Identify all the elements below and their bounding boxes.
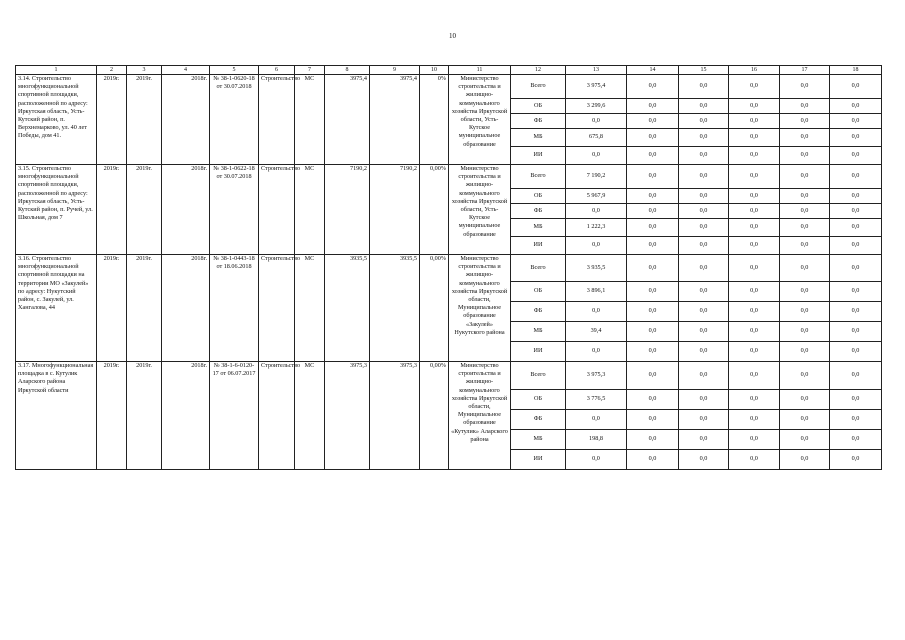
col-header: 2 [97,66,127,75]
table-row [16,165,882,189]
value-cell: 0,0 [679,189,729,204]
col-header: 18 [830,66,882,75]
value-cell: 0,0 [830,450,882,470]
ownership-cell: МС [295,362,325,470]
estimated-cost-cell: 3975,4 [325,75,370,165]
value-cell: 0,0 [627,99,679,114]
value-cell: 0,0 [679,114,729,129]
value-cell: 0,0 [729,75,780,99]
table-row [16,362,882,390]
value-cell: 0,0 [780,219,830,237]
ownership-cell: МС [295,165,325,255]
value-cell: 675,8 [566,129,627,147]
end-year-cell: 2019г. [127,255,162,362]
value-cell: 0,0 [627,237,679,255]
value-cell: 0,0 [679,342,729,362]
object-name-cell: 3.15. Строительство многофункциональной спортивной площадки, расположенной по адресу: Иркутская область, Усть-Кутский район, п. Ручей, ул. Школьная, дом 7 [16,165,97,255]
funding-source-cell: ФБ [511,204,566,219]
value-cell: 0,0 [627,147,679,165]
value-cell: 0,0 [679,282,729,302]
remaining-cost-cell: 3935,5 [370,255,420,362]
value-cell: 0,0 [830,147,882,165]
funding-source-cell: ОБ [511,189,566,204]
value-cell: 0,0 [627,219,679,237]
remaining-cost-cell: 3975,3 [370,362,420,470]
value-cell: 0,0 [729,147,780,165]
value-cell: 0,0 [729,189,780,204]
value-cell: 0,0 [729,99,780,114]
funding-source-cell: ИИ [511,237,566,255]
funding-source-cell: ИИ [511,342,566,362]
value-cell: 0,0 [566,302,627,322]
value-cell: 0,0 [780,322,830,342]
value-cell: 0,0 [627,390,679,410]
value-cell: 0,0 [679,450,729,470]
readiness-cell: 0% [420,75,449,165]
value-cell: 0,0 [729,204,780,219]
col-header: 14 [627,66,679,75]
value-cell: 0,0 [729,362,780,390]
value-cell: 3 299,6 [566,99,627,114]
work-type-cell: Строительство [259,75,295,165]
value-cell: 7 190,2 [566,165,627,189]
value-cell: 0,0 [679,322,729,342]
value-cell: 0,0 [566,237,627,255]
value-cell: 0,0 [830,219,882,237]
end-year-cell: 2019г. [127,165,162,255]
value-cell: 0,0 [566,114,627,129]
value-cell: 3 776,5 [566,390,627,410]
col-header: 10 [420,66,449,75]
value-cell: 0,0 [780,147,830,165]
value-cell: 0,0 [830,255,882,282]
value-cell: 0,0 [679,362,729,390]
readiness-cell: 0,00% [420,165,449,255]
value-cell: 0,0 [627,342,679,362]
value-cell: 0,0 [627,204,679,219]
value-cell: 0,0 [729,129,780,147]
work-type-cell: Строительство [259,165,295,255]
funding-source-cell: Всего [511,75,566,99]
value-cell: 0,0 [830,204,882,219]
funding-source-cell: ФБ [511,114,566,129]
estimated-cost-cell: 3935,5 [325,255,370,362]
value-cell: 0,0 [780,165,830,189]
value-cell: 0,0 [627,302,679,322]
value-cell: 0,0 [627,255,679,282]
design-year-cell: 2018г. [162,362,210,470]
start-year-cell: 2019г. [97,75,127,165]
value-cell: 0,0 [679,255,729,282]
value-cell: 0,0 [627,450,679,470]
value-cell: 0,0 [780,430,830,450]
funding-source-cell: ИИ [511,147,566,165]
expertise-cell: № 38-1-0443-18 от 18.06.2018 [210,255,259,362]
col-header: 8 [325,66,370,75]
end-year-cell: 2019г. [127,75,162,165]
work-type-cell: Строительство [259,255,295,362]
expertise-cell: № 38-1-6-0120-17 от 06.07.2017 [210,362,259,470]
funding-source-cell: ОБ [511,390,566,410]
value-cell: 0,0 [679,302,729,322]
col-header: 11 [449,66,511,75]
value-cell: 0,0 [830,390,882,410]
value-cell: 0,0 [830,114,882,129]
header-row [16,66,882,75]
value-cell: 0,0 [830,302,882,322]
funding-source-cell: ОБ [511,282,566,302]
funding-source-cell: МБ [511,430,566,450]
value-cell: 0,0 [729,322,780,342]
estimated-cost-cell: 3975,3 [325,362,370,470]
readiness-cell: 0,00% [420,255,449,362]
remaining-cost-cell: 3975,4 [370,75,420,165]
funding-source-cell: Всего [511,362,566,390]
design-year-cell: 2018г. [162,75,210,165]
value-cell: 0,0 [627,129,679,147]
value-cell: 0,0 [566,410,627,430]
value-cell: 0,0 [627,362,679,390]
object-name-cell: 3.17. Многофункциональная площадка в с. Кутулик Аларского района Иркутской области [16,362,97,470]
value-cell: 0,0 [830,322,882,342]
value-cell: 0,0 [679,165,729,189]
value-cell: 0,0 [830,75,882,99]
col-header: 7 [295,66,325,75]
col-header: 5 [210,66,259,75]
value-cell: 0,0 [830,430,882,450]
object-name-cell: 3.14. Строительство многофункциональной спортивной площадки, расположенной по адресу: Иркутская область, Усть-Кутский район, п. Верхнемарково, ул. 40 лет Победы, дом 41. [16,75,97,165]
value-cell: 0,0 [627,410,679,430]
value-cell: 0,0 [679,219,729,237]
start-year-cell: 2019г. [97,165,127,255]
value-cell: 3 935,5 [566,255,627,282]
table-row [16,255,882,282]
customer-cell: Министерство строительства и жилищно-коммунального хозяйства Иркутской области, Муниципальное образование «Кутулик» Аларского района [449,362,511,470]
value-cell: 0,0 [679,129,729,147]
expertise-cell: № 38-1-0620-18 от 30.07.2018 [210,75,259,165]
funding-source-cell: Всего [511,255,566,282]
value-cell: 0,0 [780,362,830,390]
ownership-cell: МС [295,255,325,362]
col-header: 13 [566,66,627,75]
start-year-cell: 2019г. [97,255,127,362]
value-cell: 0,0 [780,114,830,129]
value-cell: 0,0 [780,204,830,219]
value-cell: 3 975,4 [566,75,627,99]
value-cell: 0,0 [566,450,627,470]
estimated-cost-cell: 7190,2 [325,165,370,255]
value-cell: 0,0 [830,129,882,147]
col-header: 3 [127,66,162,75]
value-cell: 0,0 [830,342,882,362]
value-cell: 0,0 [780,75,830,99]
col-header: 6 [259,66,295,75]
funding-source-cell: ОБ [511,99,566,114]
value-cell: 0,0 [780,342,830,362]
value-cell: 0,0 [679,99,729,114]
value-cell: 0,0 [830,99,882,114]
value-cell: 0,0 [627,282,679,302]
value-cell: 0,0 [729,237,780,255]
value-cell: 0,0 [729,165,780,189]
design-year-cell: 2018г. [162,255,210,362]
value-cell: 0,0 [729,390,780,410]
value-cell: 0,0 [830,165,882,189]
value-cell: 0,0 [780,410,830,430]
value-cell: 1 222,3 [566,219,627,237]
page-number: 10 [449,32,456,40]
funding-source-cell: МБ [511,219,566,237]
value-cell: 0,0 [679,410,729,430]
value-cell: 0,0 [627,430,679,450]
value-cell: 0,0 [729,282,780,302]
value-cell: 0,0 [780,255,830,282]
value-cell: 5 967,9 [566,189,627,204]
funding-source-cell: МБ [511,129,566,147]
col-header: 4 [162,66,210,75]
value-cell: 0,0 [830,282,882,302]
value-cell: 198,8 [566,430,627,450]
value-cell: 0,0 [830,362,882,390]
value-cell: 0,0 [729,219,780,237]
col-header: 1 [16,66,97,75]
funding-source-cell: Всего [511,165,566,189]
funding-source-cell: ИИ [511,450,566,470]
value-cell: 0,0 [679,237,729,255]
value-cell: 0,0 [830,410,882,430]
value-cell: 3 975,3 [566,362,627,390]
value-cell: 0,0 [729,255,780,282]
funding-source-cell: ФБ [511,410,566,430]
design-year-cell: 2018г. [162,165,210,255]
value-cell: 0,0 [780,282,830,302]
value-cell: 0,0 [830,189,882,204]
start-year-cell: 2019г. [97,362,127,470]
object-name-cell: 3.16. Строительство многофункциональной спортивной площадки на территории МО «Закулей» по адресу: Нукутский район, с. Закулей, ул. Хангалова, 44 [16,255,97,362]
value-cell: 0,0 [679,204,729,219]
value-cell: 0,0 [780,302,830,322]
customer-cell: Министерство строительства и жилищно-коммунального хозяйства Иркутской области, Усть-Кутское муниципальное образование [449,75,511,165]
customer-cell: Министерство строительства и жилищно-коммунального хозяйства Иркутской области, Муниципальное образование «Закулей» Нукутского района [449,255,511,362]
value-cell: 0,0 [729,302,780,322]
value-cell: 0,0 [780,450,830,470]
program-table [15,65,882,470]
customer-cell: Министерство строительства и жилищно-коммунального хозяйства Иркутской области, Усть-Кутское муниципальное образование [449,165,511,255]
value-cell: 0,0 [729,114,780,129]
value-cell: 0,0 [780,189,830,204]
ownership-cell: МС [295,75,325,165]
value-cell: 0,0 [780,129,830,147]
remaining-cost-cell: 7190,2 [370,165,420,255]
value-cell: 0,0 [566,204,627,219]
col-header: 12 [511,66,566,75]
value-cell: 0,0 [729,430,780,450]
col-header: 16 [729,66,780,75]
value-cell: 0,0 [627,165,679,189]
value-cell: 39,4 [566,322,627,342]
value-cell: 0,0 [780,237,830,255]
value-cell: 0,0 [729,410,780,430]
value-cell: 3 896,1 [566,282,627,302]
col-header: 15 [679,66,729,75]
col-header: 9 [370,66,420,75]
work-type-cell: Строительство [259,362,295,470]
value-cell: 0,0 [627,114,679,129]
value-cell: 0,0 [679,430,729,450]
value-cell: 0,0 [679,147,729,165]
value-cell: 0,0 [627,75,679,99]
col-header: 17 [780,66,830,75]
value-cell: 0,0 [830,237,882,255]
end-year-cell: 2019г. [127,362,162,470]
table-row [16,75,882,99]
value-cell: 0,0 [627,322,679,342]
value-cell: 0,0 [780,390,830,410]
value-cell: 0,0 [729,342,780,362]
value-cell: 0,0 [679,75,729,99]
value-cell: 0,0 [780,99,830,114]
value-cell: 0,0 [679,390,729,410]
value-cell: 0,0 [729,450,780,470]
expertise-cell: № 38-1-0622-18 от 30.07.2018 [210,165,259,255]
value-cell: 0,0 [627,189,679,204]
funding-source-cell: ФБ [511,302,566,322]
funding-source-cell: МБ [511,322,566,342]
value-cell: 0,0 [566,342,627,362]
readiness-cell: 0,00% [420,362,449,470]
value-cell: 0,0 [566,147,627,165]
